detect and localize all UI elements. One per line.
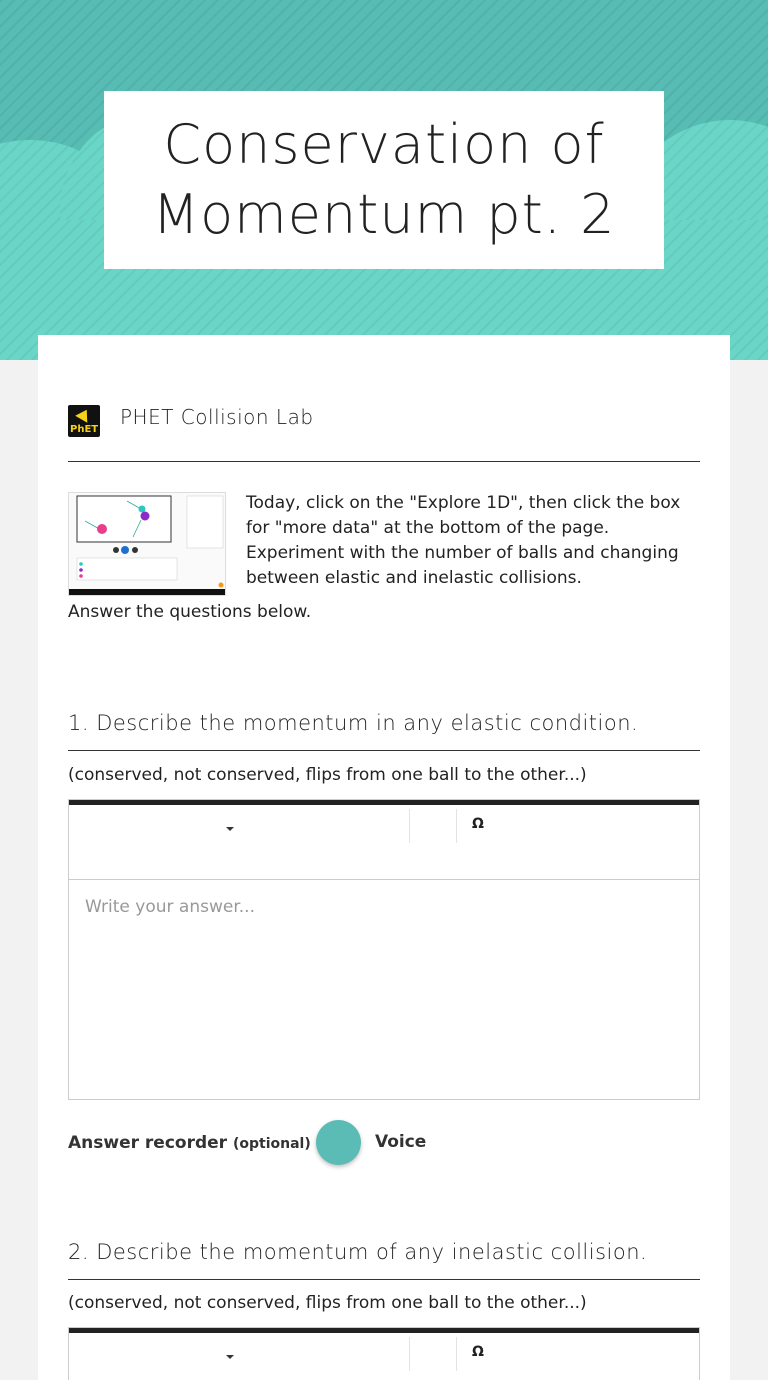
- recorder-optional-text: (optional): [232, 1136, 311, 1152]
- toolbar-divider: [409, 809, 410, 843]
- intro-instruction: Answer the questions below.: [68, 602, 312, 622]
- section-header: [68, 405, 700, 462]
- format-dropdown[interactable]: [69, 805, 409, 845]
- recorder-label-text: Answer recorder: [68, 1133, 228, 1153]
- toolbar-divider: [409, 1337, 410, 1371]
- editor-toolbar: [69, 1328, 699, 1380]
- worksheet: [38, 335, 730, 1380]
- special-characters-button[interactable]: Ω: [472, 816, 484, 832]
- question-1-subtitle: (conserved, not conserved, flips from one ball to the other...): [68, 765, 587, 785]
- section-title: PHET Collision Lab: [120, 405, 314, 429]
- answer-textarea[interactable]: Write your answer...: [69, 880, 699, 1099]
- toolbar-divider: [456, 809, 457, 843]
- question-1-answer-editor: [68, 799, 700, 1100]
- chevron-down-icon: [226, 827, 234, 831]
- logo-text: PhET: [70, 424, 99, 435]
- simulation-screenshot-image: [68, 492, 226, 596]
- chevron-down-icon: [226, 1355, 234, 1359]
- title-card: [104, 91, 664, 269]
- format-dropdown[interactable]: [69, 1333, 409, 1373]
- record-voice-button[interactable]: [316, 1120, 361, 1165]
- toolbar-divider: [456, 1337, 457, 1371]
- question-2-answer-editor: [68, 1327, 700, 1380]
- question-2-title: 2. Describe the momentum of any inelastic collision.: [68, 1240, 700, 1280]
- question-2-subtitle: (conserved, not conserved, flips from one ball to the other...): [68, 1293, 587, 1313]
- intro-text: Today, click on the "Explore 1D", then click the box for "more data" at the bottom of the page. Experiment with the number of balls and changing between elastic and inelastic collisions.: [246, 493, 681, 588]
- question-1-title: 1. Describe the momentum in any elastic condition.: [68, 711, 700, 751]
- answer-recorder-label: [68, 1133, 324, 1153]
- voice-label: Voice: [375, 1132, 427, 1152]
- editor-toolbar: [69, 800, 699, 880]
- special-characters-button[interactable]: Ω: [472, 1344, 484, 1360]
- phet-logo: [68, 405, 100, 437]
- page-title: Conservation of Momentum pt. 2: [152, 113, 616, 246]
- paper-plane-icon: [75, 406, 93, 423]
